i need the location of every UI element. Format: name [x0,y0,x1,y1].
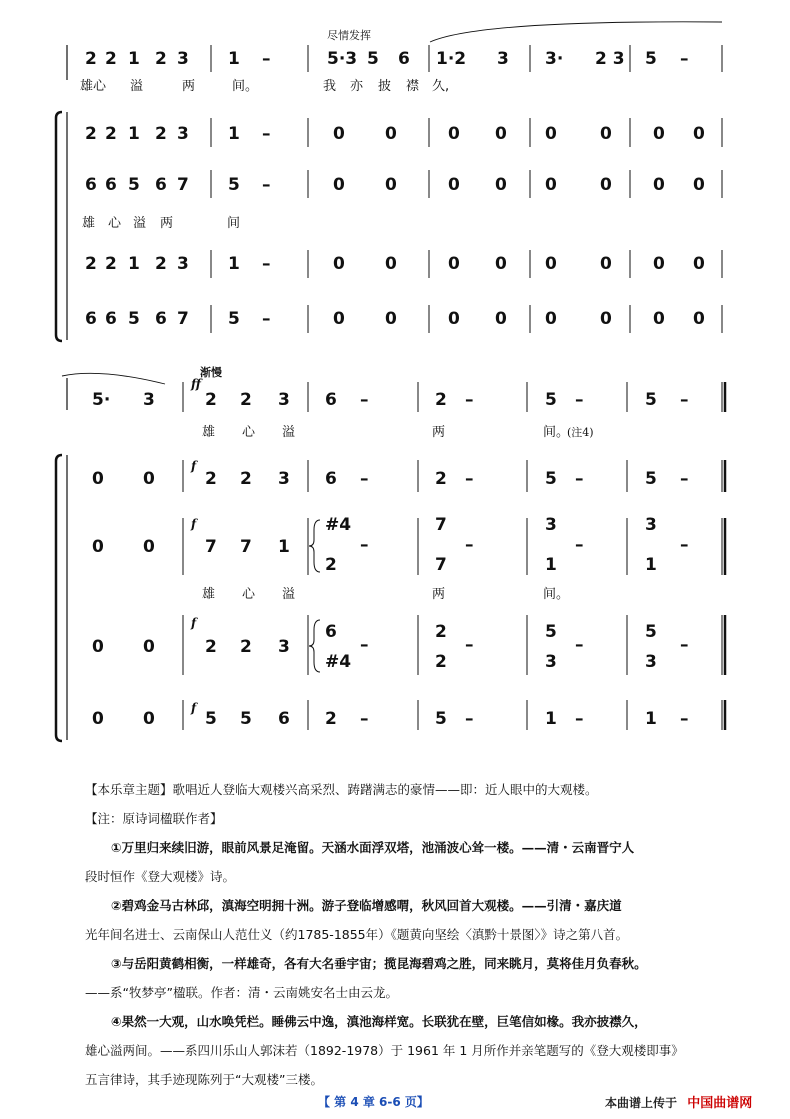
note: 6 [105,175,117,195]
lyric: 两 [432,425,446,440]
note: 2 [155,49,167,69]
note: 3 [143,390,155,410]
lyric: 亦 [350,79,364,94]
note: – [575,709,584,729]
note: 6 [105,309,117,329]
note: – [360,469,369,489]
lyric: 披 [378,79,392,94]
note: – [575,635,584,655]
note: 6 [325,622,337,642]
note: 0 [693,254,705,274]
system-2-lyrics [202,424,569,602]
note: 0 [600,309,612,329]
lyric: 溢 [130,79,144,94]
system-1-notes [85,49,705,329]
note: 0 [600,175,612,195]
dynamic-f: f [191,517,197,531]
note: 0 [385,309,397,329]
note: 0 [495,175,507,195]
note: 3· [545,49,564,69]
note: 2 [155,254,167,274]
lyric: 心 [242,587,256,602]
note: 2 [435,469,447,489]
lyric: 雄心 [80,79,107,94]
note: 6 [398,49,410,69]
note: #4 [325,515,352,535]
note: 6 [155,175,167,195]
note: 2 [240,390,252,410]
note: 2 [85,124,97,144]
note: 7 [435,555,447,575]
note: 6 [325,469,337,489]
note: 0 [653,175,665,195]
note: 5· [92,390,111,410]
note: 3 [645,652,657,672]
note: 5 [545,622,557,642]
note: 2 [105,124,117,144]
site-logo[interactable]: 中国曲谱网 [687,1096,753,1111]
note: 0 [92,709,104,729]
note: 0 [333,254,345,274]
note: 2 [325,709,337,729]
note: 0 [143,637,155,657]
note: 1 [128,124,140,144]
phrase-slur [62,373,165,384]
barlines-section2 [183,382,725,730]
note: 3 [278,390,290,410]
lyric: 我 [323,79,337,94]
note: 0 [448,254,460,274]
note: 0 [545,254,557,274]
note: 6 [85,309,97,329]
note: 0 [92,537,104,557]
system-bracket [56,112,62,341]
lyric: 雄 [202,587,216,602]
note: 5·3 [327,49,358,69]
note: 5 [128,175,140,195]
note: 0 [693,124,705,144]
note-1-line-a: ①万里归来续旧游，眼前风景足淹留。天涵水面浮双塔，池涌波心耸一楼。——清・云南晋宁人 [111,840,635,855]
note: – [465,635,474,655]
note: 5 [228,309,240,329]
lyric: 两 [160,216,174,231]
note: – [575,535,584,555]
note: 7 [177,175,189,195]
note: 6 [155,309,167,329]
note: 5 [545,469,557,489]
note: 0 [448,309,460,329]
note: 0 [143,469,155,489]
note-3-line-a: ③与岳阳黄鹤相衡，一样雄奇，各有大名垂宇宙；揽昆海碧鸡之胜，同来眺月，莫将佳月负春秋。 [111,956,647,971]
note: 0 [448,175,460,195]
note: 2 [205,637,217,657]
note: 0 [495,254,507,274]
note: 0 [653,309,665,329]
note: – [465,469,474,489]
system-1-lyrics [80,78,449,231]
note: 5 [645,49,657,69]
note: 1 [228,49,240,69]
note: – [360,390,369,410]
note: – [262,49,271,69]
note: 1 [645,555,657,575]
note: 2 [105,49,117,69]
note: 1 [545,555,557,575]
note: 7 [435,515,447,535]
lyric: 溢 [282,587,296,602]
uploader-label: 本曲谱上传于 [605,1096,678,1110]
note: 3 [545,515,557,535]
note: 2 [85,254,97,274]
note-4-line-b: 雄心溢两间。——系四川乐山人郭沫若（1892-1978）于 1961 年 1 月所作并亲笔题写的《登大观楼即事》 [85,1043,684,1058]
note: – [262,254,271,274]
note: 0 [495,124,507,144]
note: – [465,535,474,555]
note: – [262,124,271,144]
note: 0 [495,309,507,329]
note: – [262,175,271,195]
note: 2 [155,124,167,144]
dynamic-f: f [191,616,197,630]
note: – [680,469,689,489]
note: 0 [92,469,104,489]
note: – [680,709,689,729]
note-3-line-b: ——系“牧梦亭”楹联。作者：清・云南姚安名士由云龙。 [85,985,398,1000]
note: 3 [177,49,189,69]
barlines-lower [211,118,722,333]
dynamic-f: f [191,459,197,473]
note: – [680,49,689,69]
expression-mark: 尽情发挥 [327,29,371,42]
note: 2 [435,652,447,672]
note: 5 [367,49,379,69]
note: 0 [92,637,104,657]
note: – [575,469,584,489]
lyric: 心 [108,216,122,231]
note: 1·2 [436,49,467,69]
note: – [680,535,689,555]
note: 2 3 [595,49,625,69]
note: 0 [693,175,705,195]
note: 1 [128,49,140,69]
annotations [85,775,725,1094]
lyric: 间。 [543,587,570,602]
note: 0 [333,124,345,144]
note: 7 [205,537,217,557]
note: 3 [278,637,290,657]
chord-brace [309,520,320,572]
note-1-line-b: 段时恒作《登大观楼》诗。 [85,869,236,884]
note: 0 [545,124,557,144]
note: 1 [128,254,140,274]
note: 0 [385,254,397,274]
note-2-line-b: 光年间名进士、云南保山人范仕义（约1785-1855年）《题黄向坚绘〈滇黔十景图〉》诗之第八首。 [85,927,629,942]
note: 1 [228,124,240,144]
note: 0 [385,175,397,195]
note-2-line-a: ②碧鸡金马古林邱，滇海空明拥十洲。游子登临增感喟，秋风回首大观楼。——引清・嘉庆道 [111,898,622,913]
note-heading: 【注：原诗词楹联作者】 [85,811,223,826]
lyric: 雄 [82,216,96,231]
system-2 [56,365,725,741]
dynamic-ff: ff [191,377,201,391]
note: 3 [177,254,189,274]
note: 0 [143,709,155,729]
note: 2 [205,390,217,410]
note: 0 [653,124,665,144]
note: 1 [545,709,557,729]
lyric: 两 [182,79,196,94]
lyric: 溢 [133,216,147,231]
note: 5 [645,622,657,642]
note-4-line-c: 五言律诗，其手迹现陈列于“大观楼”三楼。 [85,1072,323,1087]
note: – [360,635,369,655]
note: 5 [645,390,657,410]
note: – [680,635,689,655]
note: 0 [600,254,612,274]
note: – [360,709,369,729]
lyric: 久, [432,79,450,94]
note: 0 [448,124,460,144]
note: – [465,709,474,729]
note: 3 [545,652,557,672]
note: 3 [497,49,509,69]
note: 0 [545,309,557,329]
lyric: 间。 [543,425,570,440]
note: #4 [325,652,352,672]
note: 0 [143,537,155,557]
note: – [360,535,369,555]
chord-brace [309,620,320,672]
lyric: 襟 [406,79,420,94]
note: 6 [278,709,290,729]
lyric: 两 [432,587,446,602]
note: 2 [240,469,252,489]
note: 0 [545,175,557,195]
note: 7 [240,537,252,557]
note: 6 [325,390,337,410]
note: 5 [205,709,217,729]
dynamic-f: f [191,701,197,715]
note: 5 [545,390,557,410]
note: 1 [278,537,290,557]
system-bracket [56,455,62,741]
tempo-mark: 渐慢 [200,366,222,379]
lyric: 溢 [282,425,296,440]
note: – [575,390,584,410]
note: 2 [240,637,252,657]
note-reference: (注4) [567,426,594,439]
note: 5 [435,709,447,729]
note: 5 [228,175,240,195]
note: 0 [385,124,397,144]
lyric: 心 [242,425,256,440]
note: 3 [278,469,290,489]
note: 2 [85,49,97,69]
system-2-notes [92,377,689,729]
note-4-line-a: ④果然一大观，山水唤凭栏。睡佛云中逸，滇池海样宽。长联犹在壁，巨笔信如椽。我亦披襟久， [111,1014,647,1029]
note: – [262,309,271,329]
note: – [680,390,689,410]
note: 2 [325,555,337,575]
note: 0 [600,124,612,144]
note: 6 [85,175,97,195]
theme-line: 【本乐章主题】歌唱近人登临大观楼兴高采烈、踌躇满志的豪情——即：近人眼中的大观楼。 [85,782,598,797]
lyric: 间。 [232,79,259,94]
page-indicator: 【 第 4 章 6-6 页】 [318,1095,429,1109]
lyric: 间 [227,216,241,231]
note: 0 [653,254,665,274]
note: 0 [333,175,345,195]
note: 1 [645,709,657,729]
lyric: 雄 [202,425,216,440]
note: 2 [205,469,217,489]
note: 5 [240,709,252,729]
note: 5 [645,469,657,489]
note: 3 [177,124,189,144]
note: – [465,390,474,410]
note: 2 [435,390,447,410]
phrase-slur [430,22,722,42]
footer-credit [605,1092,752,1111]
note: 0 [333,309,345,329]
note: 2 [435,622,447,642]
note: 5 [128,309,140,329]
note: 2 [105,254,117,274]
note: 0 [693,309,705,329]
note: 3 [645,515,657,535]
note: 1 [228,254,240,274]
note: 7 [177,309,189,329]
